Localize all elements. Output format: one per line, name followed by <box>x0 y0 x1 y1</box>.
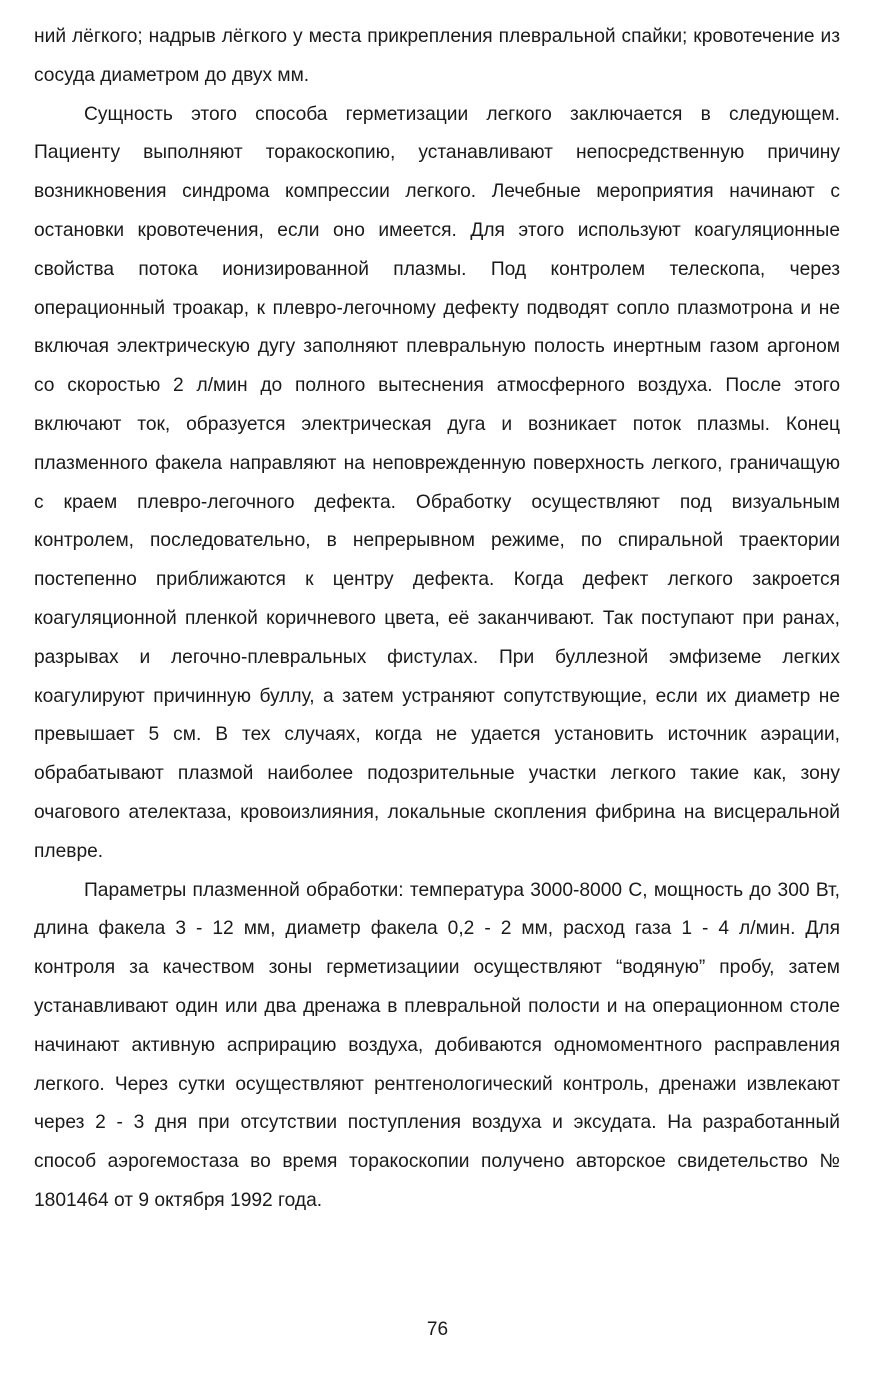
paragraph-continuation: ний лёгкого; надрыв лёгкого у места прикрепления плевральной спайки; кровотечение из сосуда диаметром до двух мм. <box>34 26 840 86</box>
page-number: 76 <box>426 1319 449 1340</box>
paragraph-method-description: Сущность этого способа герметизации легкого заключается в следующем. Пациенту выполняют торакоскопию, устанавливают непосредственную причину возникновения синдрома компрессии легкого. Лечебные мероприятия начинают с остановки кровотечения, если оно имеется. Для этого используют коагуляционные свойства потока ионизированной плазмы. Под контролем телескопа, через операционный троакар, к плевро-легочному дефекту подводят сопло плазмотрона и не включая электрическую дугу заполняют плевральную полость инертным газом аргоном со скоростью 2 л/мин до полного вытеснения атмосферного воздуха. После этого включают ток, образуется электрическая дуга и возникает поток плазмы. Конец плазменного факела направляют на неповрежденную поверхность легкого, граничащую с краем плевро-легочного дефекта. Обработку осуществляют под визуальным контролем, последовательно, в непрерывном режиме, по спиральной траектории постепенно приближаются к центру дефекта. Когда дефект легкого закроется коагуляционной пленкой коричневого цвета, её заканчивают. Так поступают при ранах, разрывах и легочно-плевральных фистулах. При буллезной эмфиземе легких коагулируют причинную буллу, а затем устраняют сопутствующие, если их диаметр не превышает 5 см. В тех случаях, когда не удается установить источник аэрации, обрабатывают плазмой наиболее подозрительные участки легкого такие как, зону очагового ателектаза, кровоизлияния, локальные скопления фибрина на висцеральной плевре. <box>34 103 840 862</box>
paragraph-plasma-parameters: Параметры плазменной обработки: температура 3000-8000 С, мощность до 300 Вт, длина факела 3 - 12 мм, диаметр факела 0,2 - 2 мм, расход газа 1 - 4 л/мин. Для контроля за качеством зоны герметизациии осуществляют “водяную” пробу, затем устанавливают один или два дренажа в плевральной полости и на операционном столе начинают активную асприрацию воздуха, добиваются одномоментного расправления легкого. Через сутки осуществляют рентгенологический контроль, дренажи извлекают через 2 - 3 дня при отсутствии поступления воздуха и эксудата. На разработанный способ аэрогемостаза во время торакоскопии получено авторское свидетельство № 1801464 от 9 октября 1992 года. <box>34 879 840 1211</box>
document-page <box>34 18 840 1318</box>
